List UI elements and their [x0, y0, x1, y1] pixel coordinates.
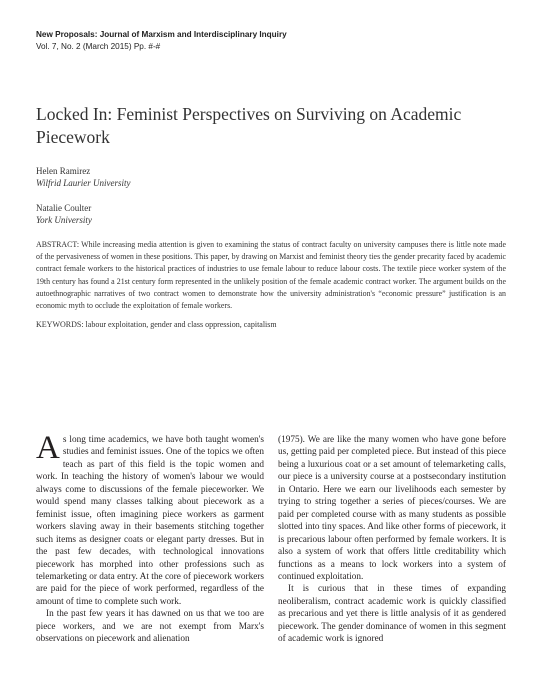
drop-cap: A — [36, 430, 60, 466]
article-title: Locked In: Feminist Perspectives on Surviving on Academic Piecework — [36, 104, 462, 147]
author-affiliation: York University — [36, 214, 92, 225]
body-column-right — [278, 434, 506, 646]
author-name: Helen Ramirez — [36, 166, 91, 176]
abstract: ABSTRACT: While increasing media attention is given to examining the status of contract faculty on university campuses there is little note made of the pervasiveness of women in these positions. This paper, by drawing on Marxist and feminist theory ties the gender precarity faced by academic contract female workers to the historical practices of industries to use female labour to reduce labour costs. The textile piece worker system of the 19th century has found a 21st century form represented in the unlikely position of the female academic contract worker. The argument builds on the autoethnographic narratives of two contract women to demonstrate how the university administration's “economic pressure” justification is an economic myth to occlude the exploitation of female workers. — [36, 240, 506, 311]
keywords: KEYWORDS: labour exploitation, gender and class oppression, capitalism — [36, 320, 277, 329]
journal-name: New Proposals: Journal of Marxism and Interdisciplinary Inquiry — [36, 30, 287, 39]
journal-header — [36, 29, 287, 52]
body-paragraph — [36, 430, 264, 608]
author-block — [36, 203, 92, 226]
body-paragraph: (1975). We are like the many women who have gone before us, getting paid per completed piece. But instead of this piece being a luxurious coat or a set amount of telemarketing calls, our piece is a university course at a postsecondary institution in Ontario. Here we earn our livelihoods each semester by trying to string together a series of pieces/courses. We are paid per completed course with as many students as possible slotted into tiny spaces. And like other forms of piecework, it is precarious labour often performed by female workers. It is also a system of work that offers little creditability which functions as a means to lock workers into a system of continued exploitation. — [278, 435, 506, 582]
body-paragraph: It is curious that in these times of expanding neoliberalism, contract academic work is quickly classified as precarious and yet there is little analysis of it as gendered piecework. The gender dominance of women in this segment of academic work is ignored — [278, 584, 506, 645]
author-affiliation: Wilfrid Laurier University — [36, 177, 131, 188]
volume-info: Vol. 7, No. 2 (March 2015) Pp. #-# — [36, 41, 161, 51]
body-paragraph: In the past few years it has dawned on us that we too are piece workers, and we are not exempt from Marx's observations on piecework and alienation — [36, 609, 264, 645]
author-name: Natalie Coulter — [36, 203, 92, 213]
paragraph-text: s long time academics, we have both taught women's studies and feminist issues. One of the topics we often teach as part of this field is the topic women and work. In teaching the history of women's labour we would always come to discussions of the female pieceworker. We would spend many classes talking about piecework as a feminist issue, often imagining piece workers as garment workers slaving away in their basements stitching together such items as designer coats or elegant party dresses. But in the past few decades, with technological innovations piecework has morphed into other professions such as telemarketing or data entry. At the core of piecework workers are paid for the piece of work performed, regardless of the amount of time to complete such work. — [36, 435, 264, 607]
author-block — [36, 166, 131, 189]
body-column-left — [36, 430, 264, 646]
